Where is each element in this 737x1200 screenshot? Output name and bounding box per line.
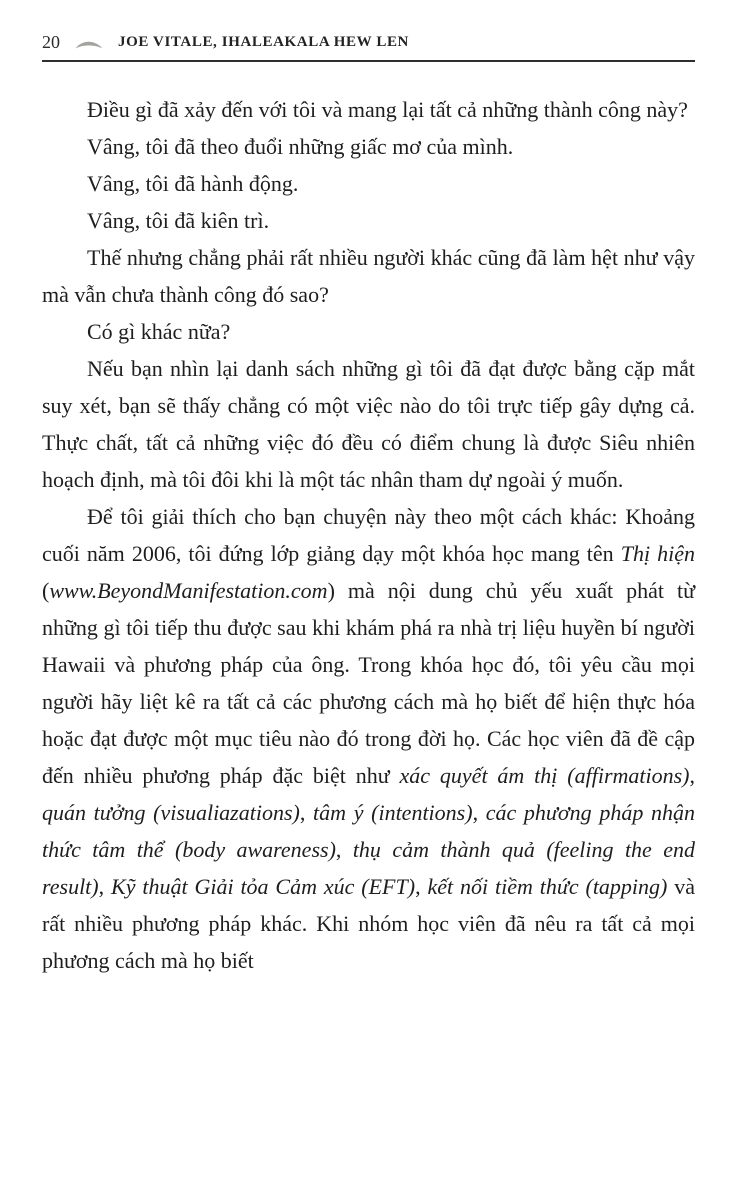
italic-text: các phương pháp nhận thức tâm thể (body awareness) [42, 800, 696, 862]
header-rule [42, 60, 695, 62]
paragraph [42, 313, 695, 350]
paragraph [42, 202, 695, 239]
body-text: , [335, 837, 353, 862]
italic-text: thụ cảm thành quả (feeling the end result) [42, 837, 695, 899]
body-text: , [689, 763, 696, 788]
italic-text: kết nối tiềm thức (tapping) [427, 874, 668, 899]
paragraph [42, 165, 695, 202]
body-text: , [98, 874, 112, 899]
body-text: , [299, 800, 314, 825]
paragraph [42, 350, 695, 498]
leaf-ornament-icon [74, 37, 104, 50]
italic-text: tâm ý (intentions) [313, 800, 473, 825]
body-text: Điều gì đã xảy đến với tôi và mang lại tất cả những thành công này? [87, 97, 688, 122]
page-number: 20 [42, 31, 60, 52]
body-text: Vâng, tôi đã theo đuổi những giấc mơ của mình. [87, 134, 514, 159]
page-header [42, 30, 695, 54]
italic-text: Thị hiện [620, 541, 695, 566]
paragraph [42, 91, 695, 128]
body-text: Nếu bạn nhìn lại danh sách những gì tôi đã đạt được bằng cặp mắt suy xét, bạn sẽ thấy chẳng có một việc nào do tôi trực tiếp gây dựng cả. Thực chất, tất cả những việc đó đều có điểm chung là được Siêu nhiên hoạch định, mà tôi đôi khi là một tác nhân tham dự ngoài ý muốn. [42, 356, 695, 492]
body-text: , [415, 874, 428, 899]
paragraph [42, 498, 695, 979]
italic-text: Kỹ thuật Giải tỏa Cảm xúc (EFT) [111, 874, 416, 899]
italic-text: xác quyết ám thị (affirmations) [399, 763, 690, 788]
body-text: ( [42, 578, 50, 603]
body-text: ) mà nội dung chủ yếu xuất phát từ những gì tôi tiếp thu được sau khi khám phá ra nhà trị liệu huyền bí người Hawaii và phương pháp của ông. Trong khóa học đó, tôi yêu cầu mọi người hãy liệt kê ra tất cả các phương cách mà họ biết để hiện thực hóa hoặc đạt được một mục tiêu nào đó trong đời họ. Các học viên đã đề cập đến nhiều phương pháp đặc biệt như [42, 578, 695, 788]
italic-text: quán tưởng (visualiazations) [42, 800, 300, 825]
body-text: Có gì khác nữa? [87, 319, 231, 344]
paragraph [42, 128, 695, 165]
body-text: Vâng, tôi đã kiên trì. [87, 208, 270, 233]
body-text: Thế nhưng chẳng phải rất nhiều người khác cũng đã làm hệt như vậy mà vẫn chưa thành công đó sao? [42, 245, 695, 307]
body-text: , [472, 800, 486, 825]
running-title: JOE VITALE, IHALEAKALA HEW LEN [118, 33, 409, 50]
paragraph [42, 239, 695, 313]
italic-text: www.BeyondManifestation.com [49, 578, 328, 603]
body-text: Để tôi giải thích cho bạn chuyện này theo một cách khác: Khoảng cuối năm 2006, tôi đứng lớp giảng dạy một khóa học mang tên [42, 504, 695, 566]
page-body [42, 91, 695, 979]
body-text: Vâng, tôi đã hành động. [87, 171, 299, 196]
body-text: và rất nhiều phương pháp khác. Khi nhóm học viên đã nêu ra tất cả mọi phương cách mà họ biết [42, 874, 696, 973]
